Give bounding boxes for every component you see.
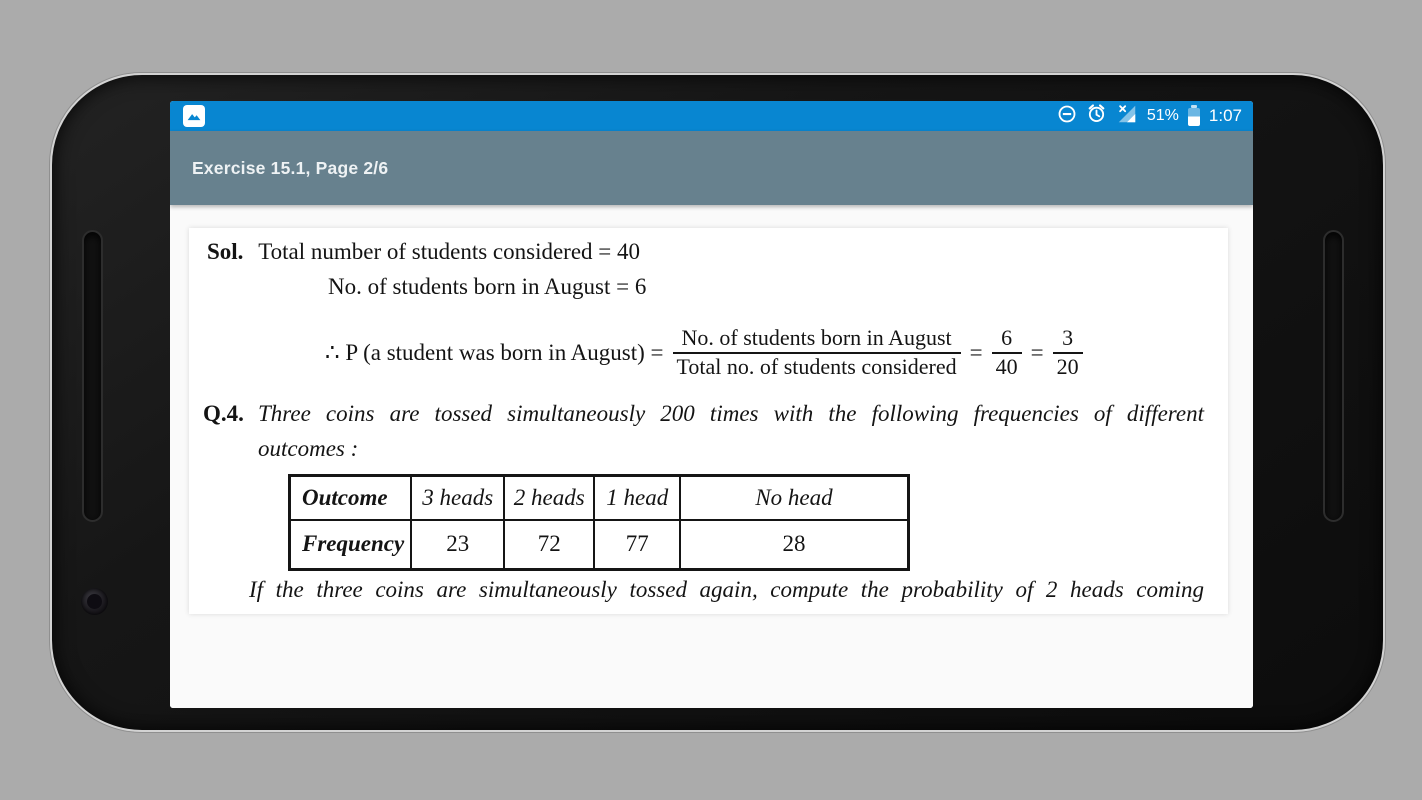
q4-footer-line: If the three coins are simultaneously tossed again, compute the probability of 2 heads coming [249,577,1204,602]
textbook-page [189,228,1228,614]
q4-text-line-2: outcomes : [258,436,359,461]
image-notification-icon [183,105,205,127]
table-header-cell: 3 heads [411,476,504,520]
table-cell: 77 [594,520,680,570]
sol-label: Sol. [207,239,244,264]
fraction-numerator: 3 [1062,325,1074,351]
equation-lhs: ∴ P (a student was born in August) = [325,340,664,365]
battery-percent: 51% [1146,107,1179,124]
battery-icon [1188,108,1200,126]
q4-label: Q.4. [203,401,244,426]
fraction-numerator: 6 [1001,325,1013,351]
equals-sign: = [969,340,983,365]
fraction-denominator: Total no. of students considered [673,352,961,380]
table-header-row [290,476,909,520]
table-row-label: Frequency [290,520,412,570]
fraction-denominator: 20 [1053,352,1083,380]
solution-line-2: No. of students born in August = 6 [328,274,647,299]
status-bar [170,101,1253,131]
table-cell: 23 [411,520,504,570]
fraction-3-20 [1053,326,1083,379]
probability-equation [325,315,1083,391]
page-title: Exercise 15.1, Page 2/6 [192,157,389,178]
table-cell: 72 [504,520,594,570]
q4-text-line-1: Three coins are tossed simultaneously 200 times with the following frequencies of different [258,401,1204,426]
fraction-denominator: 40 [992,352,1022,380]
table-header-cell: Outcome [290,476,412,520]
no-signal-icon [1116,103,1138,130]
frequency-table [288,474,910,571]
fraction-6-40 [992,326,1022,379]
solution-line-1 [207,239,640,265]
app-bar [170,131,1253,205]
main-fraction [673,326,961,379]
alarm-icon [1086,103,1107,129]
table-cell: 28 [680,520,908,570]
table-header-cell: 2 heads [504,476,594,520]
table-header-cell: 1 head [594,476,680,520]
phone-screen [170,101,1253,708]
front-camera [81,588,108,615]
clock-time: 1:07 [1208,106,1242,125]
right-speaker-slot [1323,230,1344,522]
equals-sign: = [1030,340,1044,365]
table-row [290,520,909,570]
fraction-numerator: No. of students born in August [681,325,952,351]
sol-text-1: Total number of students considered = 40 [258,239,641,264]
table-header-cell: No head [680,476,908,520]
phone-frame [50,73,1385,732]
document-viewer[interactable] [170,205,1253,708]
left-speaker-slot [82,230,103,522]
status-bar-right-cluster [1057,103,1242,130]
do-not-disturb-icon [1057,104,1077,129]
